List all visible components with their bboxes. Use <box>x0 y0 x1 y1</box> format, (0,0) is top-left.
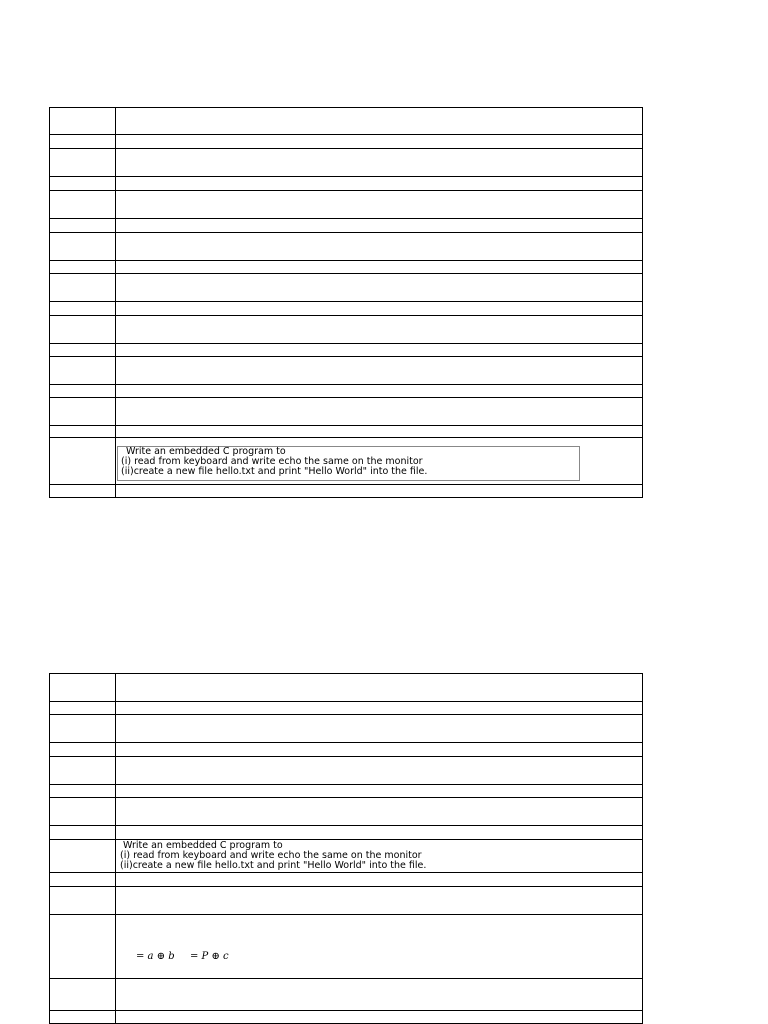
column-divider <box>115 715 116 743</box>
column-divider <box>115 743 116 757</box>
table-row <box>49 978 643 1011</box>
column-divider <box>115 438 116 485</box>
column-divider <box>115 135 116 149</box>
table-row <box>49 825 643 840</box>
column-divider <box>115 1011 116 1023</box>
table-row <box>49 886 643 915</box>
table-row <box>49 190 643 219</box>
table-row <box>49 232 643 261</box>
table-row <box>49 107 643 135</box>
column-divider <box>115 177 116 191</box>
table-row <box>49 914 643 979</box>
formula-part-1: = a ⊕ b <box>136 951 175 962</box>
table-row <box>49 384 643 398</box>
column-divider <box>115 826 116 840</box>
question-line-2: (i) read from keyboard and write echo the same on the monitor <box>120 850 422 861</box>
formula-part-2: = P ⊕ c <box>190 951 229 962</box>
column-divider <box>115 357 116 385</box>
table-row <box>49 701 643 715</box>
table-row <box>49 148 643 177</box>
table-row <box>49 872 643 887</box>
table-row <box>49 437 643 485</box>
column-divider <box>115 485 116 497</box>
column-divider <box>115 915 116 979</box>
table-row <box>49 273 643 302</box>
column-divider <box>115 274 116 302</box>
table-row <box>49 1010 643 1024</box>
table-row <box>49 356 643 385</box>
column-divider <box>115 840 116 873</box>
question-line-1: Write an embedded C program to <box>126 446 286 457</box>
table-row <box>49 176 643 191</box>
column-divider <box>115 191 116 219</box>
table-row <box>49 784 643 798</box>
table-row <box>49 714 643 743</box>
table-row <box>49 134 643 149</box>
table-row <box>49 218 643 233</box>
column-divider <box>115 798 116 826</box>
column-divider <box>115 398 116 426</box>
column-divider <box>115 674 116 702</box>
column-divider <box>115 302 116 316</box>
table-row <box>49 301 643 316</box>
column-divider <box>115 149 116 177</box>
column-divider <box>115 873 116 887</box>
table-row <box>49 343 643 357</box>
column-divider <box>115 887 116 915</box>
question-line-3: (ii)create a new file hello.txt and print "Hello World" into the file. <box>121 466 428 477</box>
column-divider <box>115 219 116 233</box>
question-line-2: (i) read from keyboard and write echo the same on the monitor <box>121 456 423 467</box>
table-row <box>49 839 643 873</box>
table-row <box>49 756 643 785</box>
column-divider <box>115 233 116 261</box>
table-row <box>49 260 643 274</box>
table-row <box>49 797 643 826</box>
table-row <box>49 742 643 757</box>
question-line-1: Write an embedded C program to <box>123 840 283 851</box>
table-row <box>49 484 643 498</box>
table-row <box>49 397 643 426</box>
column-divider <box>115 979 116 1011</box>
table-row <box>49 315 643 344</box>
column-divider <box>115 757 116 785</box>
column-divider <box>115 108 116 135</box>
table-row <box>49 673 643 702</box>
column-divider <box>115 316 116 344</box>
question-line-3: (ii)create a new file hello.txt and print "Hello World" into the file. <box>120 860 427 871</box>
